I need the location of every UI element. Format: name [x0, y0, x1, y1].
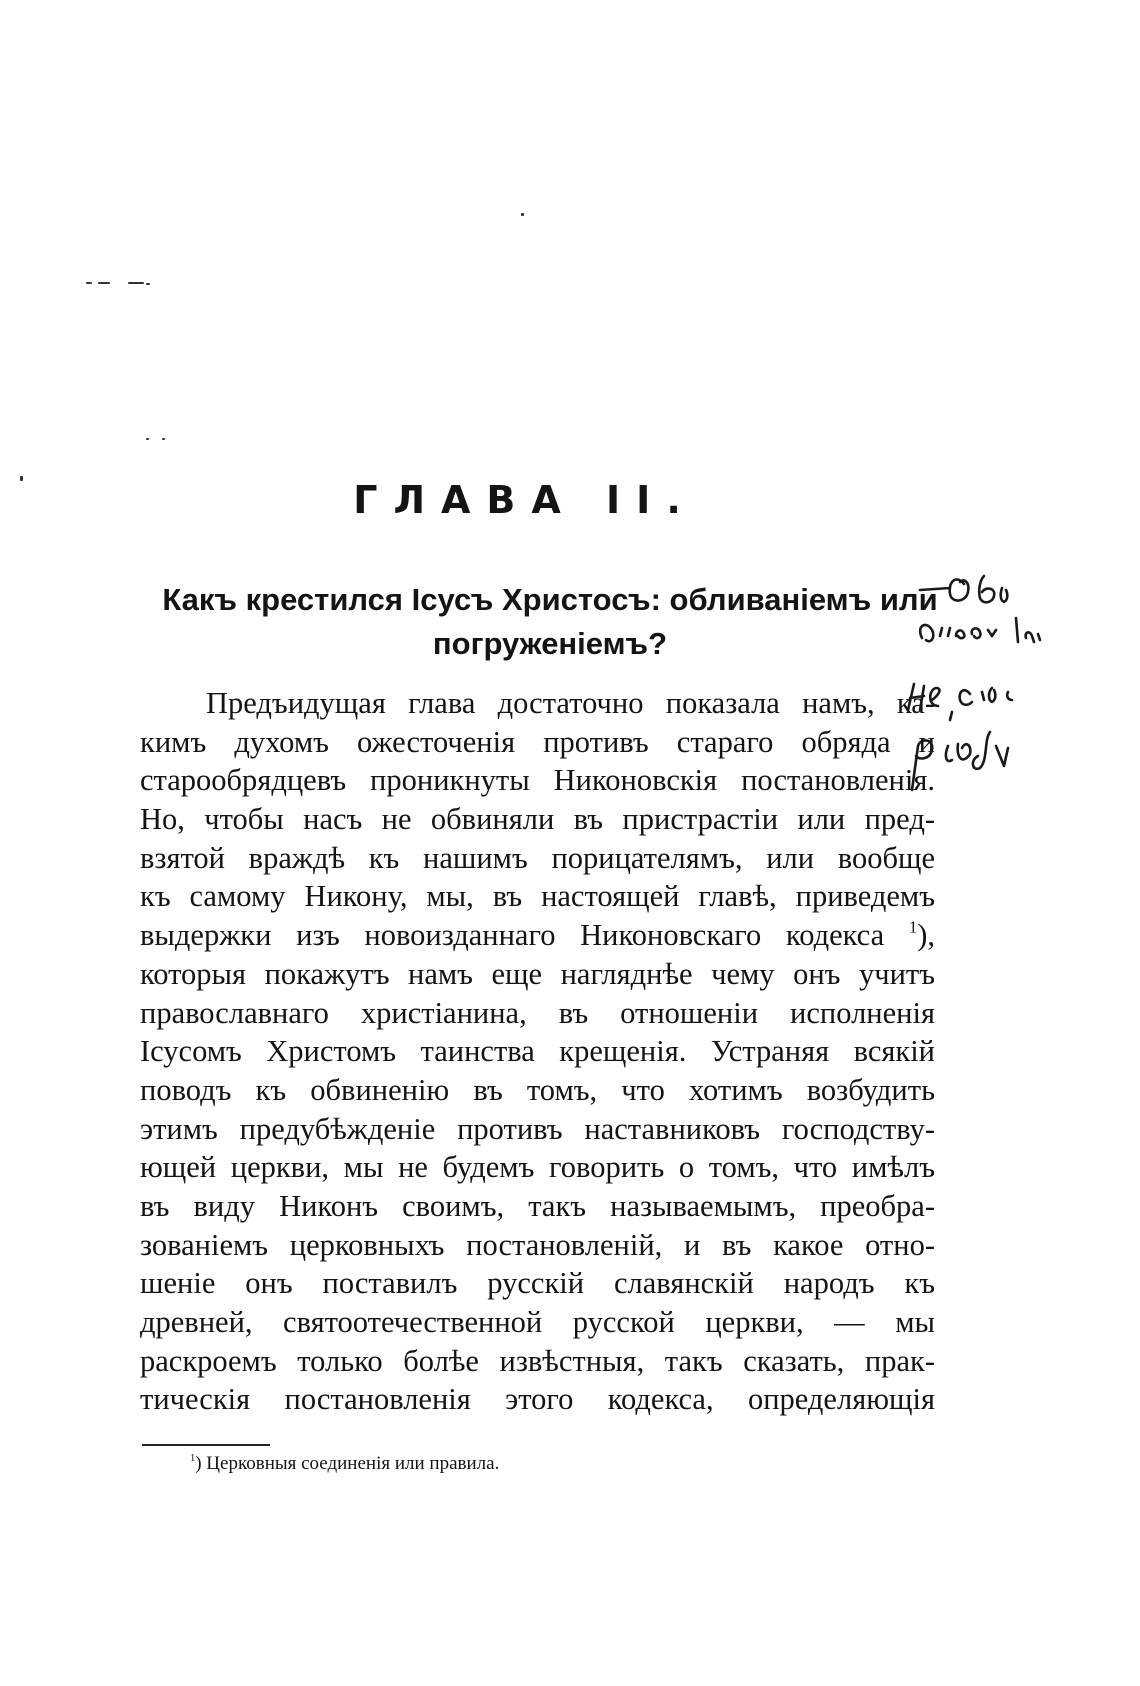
body-line: шенiе онъ поставилъ русскiй славянскiй народъ къ — [140, 1266, 935, 1301]
body-line: старообрядцевъ проникнуты Никоновскiя постановленiя. — [140, 763, 935, 798]
body-line: тическiя постановленiя этого кодекса, определяющiя — [140, 1382, 935, 1417]
footnote-marker: 1 — [190, 1453, 196, 1465]
body-line-suffix: ), — [917, 918, 935, 953]
footnote-reference[interactable]: 1 — [908, 917, 918, 937]
body-line: ющей церкви, мы не будемъ говорить о томъ, что имѣлъ — [140, 1150, 935, 1185]
footnote-divider — [142, 1444, 270, 1446]
footnote — [190, 1453, 499, 1475]
body-line: кимъ духомъ ожесточенiя противъ стараго обряда и — [140, 724, 935, 759]
chapter-title: ГЛАВА II. — [353, 478, 697, 522]
subtitle-line-2: погруженiемъ? — [432, 626, 668, 661]
handwritten-margin-note — [900, 560, 1070, 860]
body-line: православнаго христiанина, въ отношенiи исполненiя — [140, 995, 935, 1030]
body-line: поводъ къ обвиненiю въ томъ, что хотимъ возбудить — [140, 1072, 935, 1107]
body-line: древней, святоотечественной русской церкви, — мы — [140, 1305, 935, 1339]
footnote-marker-suffix: ) — [195, 1453, 202, 1474]
chapter-subtitle — [140, 578, 960, 666]
body-line: Iсусомъ Христомъ таинства крещенiя. Устраняя всякiй — [140, 1034, 935, 1069]
footnote-text: Церковныя соединенiя или правила. — [206, 1453, 500, 1474]
body-line: которыя покажутъ намъ еще нагляднѣе чему онъ учитъ — [140, 956, 935, 991]
body-line-with-footnote — [140, 916, 935, 955]
body-paragraph — [140, 684, 935, 1419]
subtitle-line-1: Какъ крестился Iсусъ Христосъ: обливанiемъ или — [162, 582, 938, 617]
body-line: зованiемъ церковныхъ постановленiй, и въ какое отно- — [140, 1227, 935, 1262]
body-line: Предъидущая глава достаточно показала намъ, ка- — [206, 686, 935, 720]
body-line: взятой враждѣ къ нашимъ порицателямъ, или вообще — [140, 840, 935, 875]
body-line: Но, чтобы насъ не обвиняли въ пристрастiи или пред- — [140, 802, 935, 837]
body-line: этимъ предубѣжденiе противъ наставниковъ господству- — [140, 1111, 935, 1146]
body-line: въ виду Никонъ своимъ, такъ называемымъ, преобра- — [140, 1188, 935, 1223]
body-line-text: выдержки изъ новоизданнаго Никоновскаго кодекса — [140, 918, 885, 953]
body-line: раскроемъ только болѣе извѣстныя, такъ сказать, прак- — [140, 1343, 935, 1378]
body-line: къ самому Никону, мы, въ настоящей главѣ, приведемъ — [140, 879, 935, 914]
